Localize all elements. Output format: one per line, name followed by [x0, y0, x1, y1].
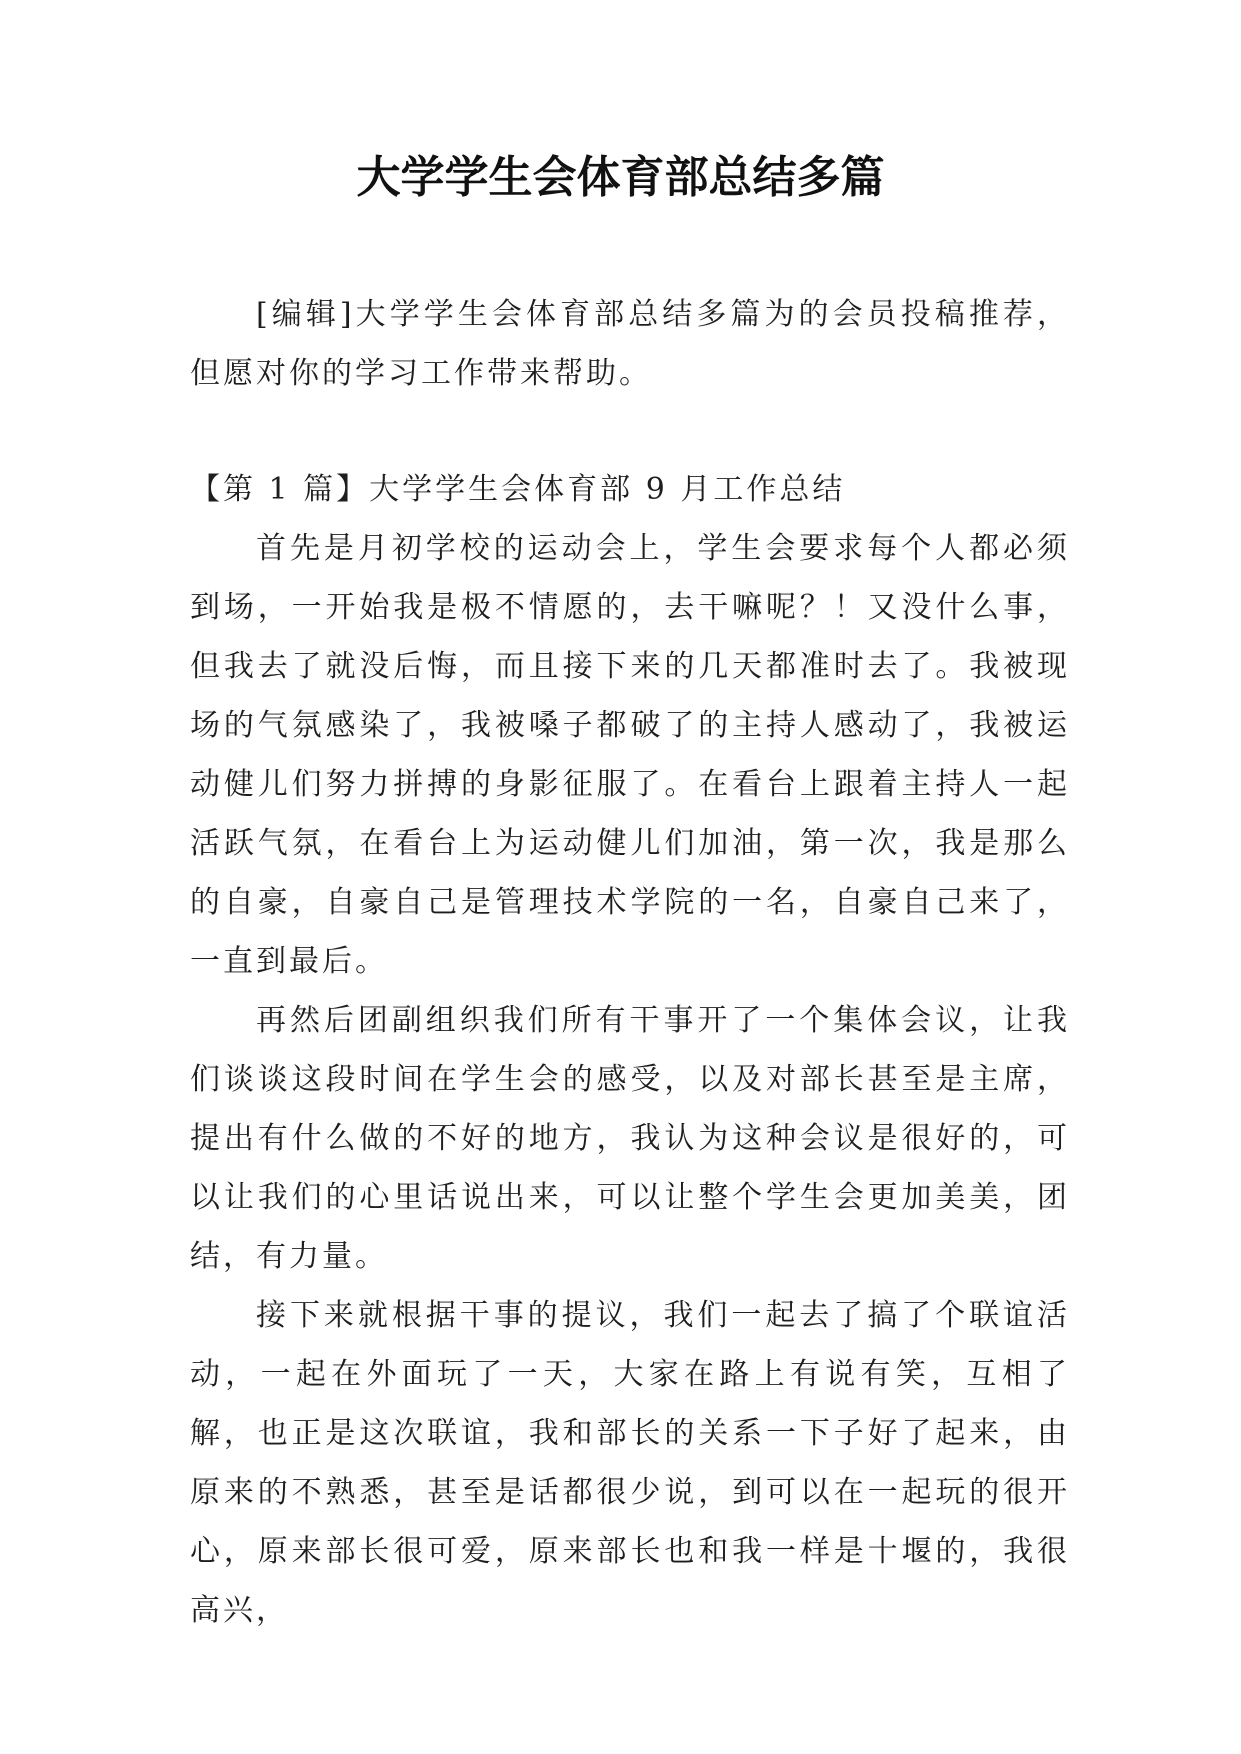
- section-heading: 【第 1 篇】大学学生会体育部 9 月工作总结: [190, 472, 846, 507]
- intro-text: [编辑]大学学生会体育部总结多篇为的会员投稿推荐，但愿对你的学习工作带来帮助。: [190, 297, 1070, 391]
- section-paragraph: 再然后团副组织我们所有干事开了一个集体会议，让我们谈谈这段时间在学生会的感受，以及对部长甚至是主席，提出有什么做的不好的地方，我认为这种会议是很好的，可以让我们的心里话说出来，可以让整个学生会更加美美，团结，有力量。: [190, 1003, 1070, 1274]
- section-paragraph: 首先是月初学校的运动会上，学生会要求每个人都必须到场，一开始我是极不情愿的，去干嘛呢？！又没什么事，但我去了就没后悔，而且接下来的几天都准时去了。我被现场的气氛感染了，我被嗓子都破了的主持人感动了，我被运动健儿们努力拼搏的身影征服了。在看台上跟着主持人一起活跃气氛，在看台上为运动健儿们加油，第一次，我是那么的自豪，自豪自己是管理技术学院的一名，自豪自己来了，一直到最后。: [190, 531, 1070, 979]
- document-title: 大学学生会体育部总结多篇: [356, 152, 885, 203]
- section-paragraph: 接下来就根据干事的提议，我们一起去了搞了个联谊活动，一起在外面玩了一天，大家在路上有说有笑，互相了解，也正是这次联谊，我和部长的关系一下子好了起来，由原来的不熟悉，甚至是话都很少说，到可以在一起玩的很开心，原来部长很可爱，原来部长也和我一样是十堰的，我很高兴，: [190, 1298, 1070, 1628]
- section-body: [190, 519, 1070, 1640]
- intro-paragraph: [190, 285, 1070, 403]
